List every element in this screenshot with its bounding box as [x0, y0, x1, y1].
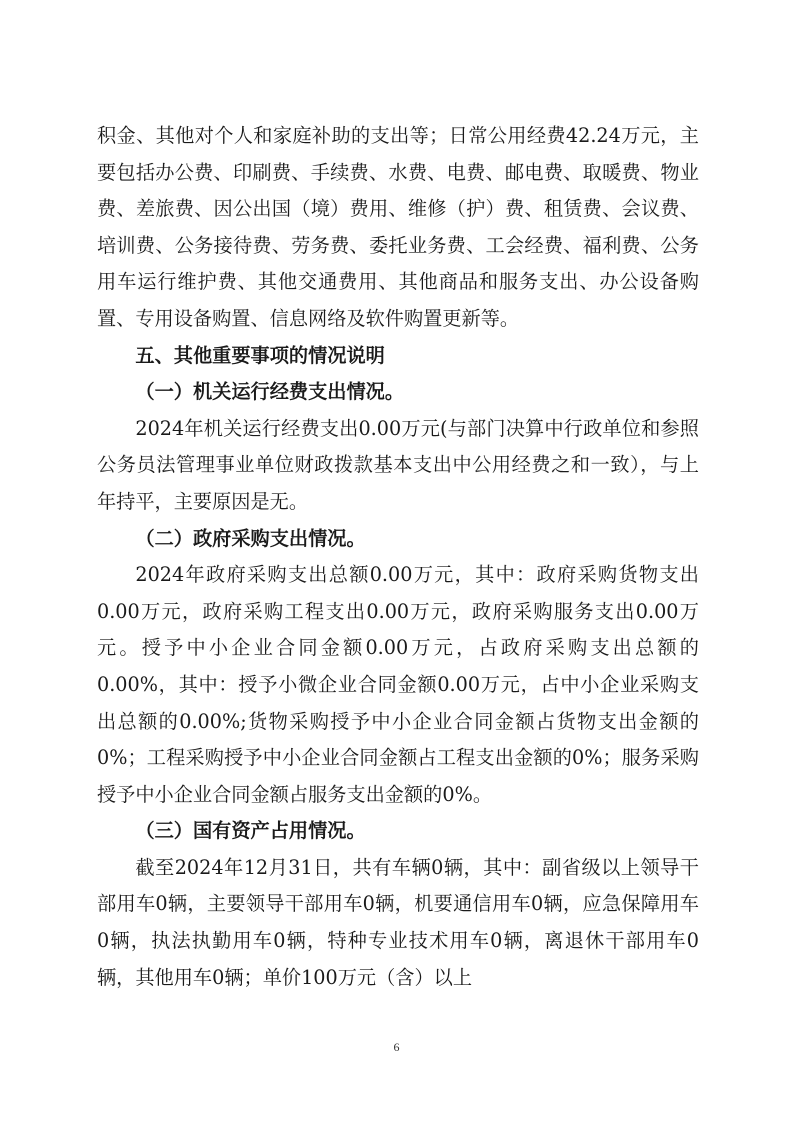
- paragraph-government-procurement: 2024年政府采购支出总额0.00万元，其中：政府采购货物支出0.00万元，政府采购工程支出0.00万元，政府采购服务支出0.00万元。授予中小企业合同金额0.00万元，占政府采购支出总额的0.00%，其中：授予小微企业合同金额0.00万元，占中小企业采购支出总额的0.00%;货物采购授予中小企业合同金额占货物支出金额的0%；工程采购授予中小企业合同金额占工程支出金额的0%；服务采购授予中小企业合同金额占服务支出金额的0%。: [97, 563, 699, 806]
- subsection-2-heading: （二）政府采购支出情况。: [135, 526, 366, 550]
- paragraph-state-assets: 截至2024年12月31日，共有车辆0辆，其中：副省级以上领导干部用车0辆，主要领导干部用车0辆，机要通信用车0辆，应急保障用车0辆，执法执勤用车0辆，特种专业技术用车0辆，离退休干部用车0辆，其他用车0辆；单价100万元（含）以上: [97, 855, 699, 989]
- subsection-1-heading: （一）机关运行经费支出情况。: [135, 380, 405, 404]
- page-number: 6: [393, 1040, 400, 1054]
- subsection-3-heading: （三）国有资产占用情况。: [135, 819, 366, 843]
- section-5-heading: 五、其他重要事项的情况说明: [135, 343, 385, 367]
- paragraph-public-expenses: 积金、其他对个人和家庭补助的支出等；日常公用经费42.24万元，主要包括办公费、印刷费、手续费、水费、电费、邮电费、取暖费、物业费、差旅费、因公出国（境）费用、维修（护）费、租赁费、会议费、培训费、公务接待费、劳务费、委托业务费、工会经费、福利费、公务用车运行维护费、其他交通费用、其他商品和服务支出、办公设备购置、专用设备购置、信息网络及软件购置更新等。: [97, 124, 699, 330]
- page-body: [97, 118, 699, 996]
- paragraph-operating-expenses: 2024年机关运行经费支出0.00万元(与部门决算中行政单位和参照公务员法管理事业单位财政拨款基本支出中公用经费之和一致），与上年持平，主要原因是无。: [97, 416, 699, 513]
